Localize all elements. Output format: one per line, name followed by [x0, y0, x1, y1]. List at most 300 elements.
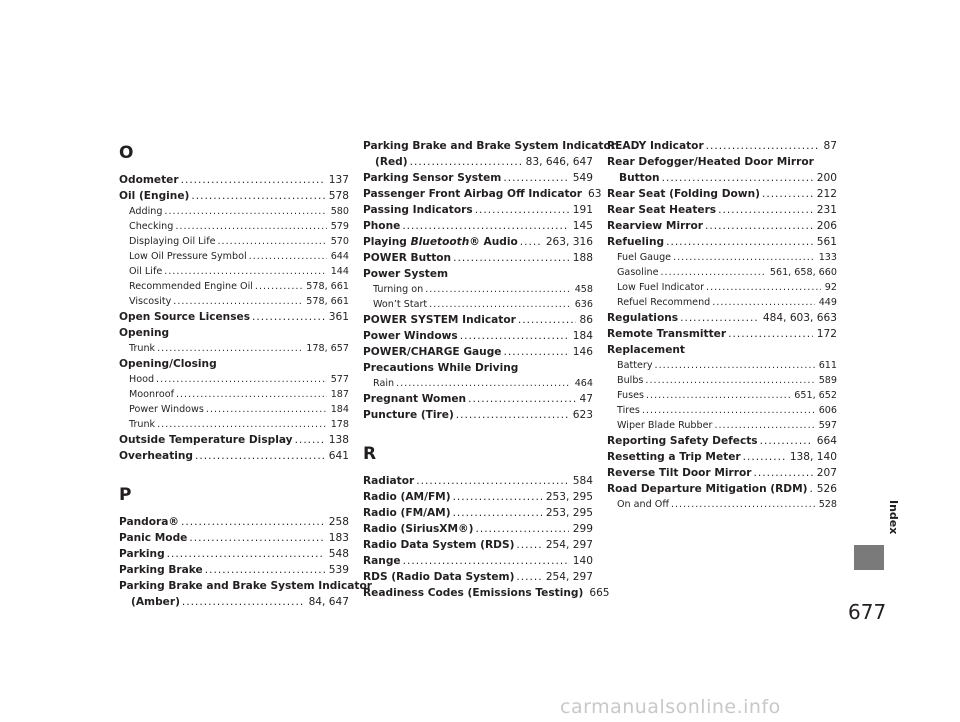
entry-term: Readiness Codes (Emissions Testing) [363, 587, 584, 599]
dot-leader [217, 234, 326, 249]
dot-leader [164, 204, 326, 219]
term-italic: Bluetooth [410, 236, 470, 248]
index-entry-group [119, 546, 349, 562]
entry-term: Parking Brake and Brake System Indicator [363, 140, 616, 152]
dot-leader [164, 264, 326, 279]
page-refs: 137 [328, 174, 349, 186]
page-refs: 570 [330, 236, 349, 247]
entry-term: Radiator [363, 475, 415, 487]
entry-term: Regulations [607, 312, 679, 324]
index-entry [363, 138, 616, 154]
page-refs: 549 [572, 172, 593, 184]
entry-term: Passenger Front Airbag Off Indicator [363, 188, 583, 200]
index-entry-group [607, 481, 837, 512]
page-refs: 133 [818, 252, 837, 263]
index-entry [363, 537, 593, 553]
dot-leader [705, 218, 813, 234]
entry-term: Radio Data System (RDS) [363, 539, 515, 551]
index-entry [119, 325, 349, 341]
index-subentry [617, 295, 837, 310]
page-refs: 84, 647 [308, 596, 349, 608]
entry-term: Precautions While Driving [363, 362, 519, 374]
index-entry-group [363, 521, 593, 537]
subentry-term: Adding [129, 206, 163, 217]
page-refs: 584 [572, 475, 593, 487]
index-entry-group [363, 250, 593, 266]
dot-leader [156, 372, 327, 387]
index-entry [363, 505, 593, 521]
index-list-p1 [119, 514, 372, 610]
subentry-term: Oil Life [129, 266, 163, 277]
index-entry [363, 585, 610, 601]
index-list-o [119, 172, 349, 464]
index-entry [119, 188, 349, 204]
subentry-term: Power Windows [129, 404, 204, 415]
page-refs: 580 [330, 206, 349, 217]
dot-leader [666, 234, 813, 250]
dot-leader [516, 537, 541, 553]
entry-term: Rearview Mirror [607, 220, 704, 232]
dot-leader [176, 387, 327, 402]
index-entry-group [119, 530, 349, 546]
page-refs: 665 [589, 587, 610, 599]
entry-term: Pandora® [119, 516, 179, 528]
page-refs: 254, 297 [545, 539, 593, 551]
index-entry [607, 186, 837, 202]
dot-leader [453, 250, 569, 266]
index-entry [363, 186, 602, 202]
dot-leader [520, 234, 542, 250]
entry-term: Power Windows [363, 330, 458, 342]
index-entry-group [607, 202, 837, 218]
index-tab-label: Index [887, 500, 900, 535]
index-entry-group [607, 433, 837, 449]
index-entry-group [119, 325, 349, 356]
page-refs: 87 [823, 140, 837, 152]
entry-term: Replacement [607, 344, 685, 356]
page-refs: 548 [328, 548, 349, 560]
dot-leader [516, 569, 541, 585]
dot-leader [475, 202, 569, 218]
index-entry [363, 473, 593, 489]
index-entry [607, 433, 837, 449]
index-entry-group [363, 312, 593, 328]
index-entry [607, 202, 837, 218]
dot-leader [403, 553, 569, 569]
dot-leader [762, 186, 813, 202]
dot-leader [718, 202, 813, 218]
subentry-term: Hood [129, 374, 155, 385]
index-entry-group [363, 489, 593, 505]
dot-leader [157, 417, 327, 432]
dot-leader [182, 594, 305, 610]
subentry-wrap [119, 341, 349, 356]
index-entry [607, 154, 837, 170]
index-column-3 [607, 138, 837, 512]
dot-leader [642, 403, 815, 418]
index-entry-group [363, 344, 593, 360]
page-refs: 578 [328, 190, 349, 202]
dot-leader [646, 388, 790, 403]
index-column-2 [363, 138, 616, 601]
index-entry [363, 553, 593, 569]
entry-term: Remote Transmitter [607, 328, 727, 340]
page-refs: 644 [330, 251, 349, 262]
page-refs: 263, 316 [545, 236, 593, 248]
index-entry [607, 465, 837, 481]
dot-leader [460, 328, 569, 344]
page-refs: 579 [330, 221, 349, 232]
subentry-term: Low Fuel Indicator [617, 282, 705, 293]
subentry-term: On and Off [617, 499, 669, 510]
index-entry-group [119, 594, 349, 610]
index-entry [363, 266, 593, 282]
page-refs: 191 [572, 204, 593, 216]
index-entry-group [363, 473, 593, 489]
page-refs: 623 [572, 409, 593, 421]
entry-term: Radio (SiriusXM®) [363, 523, 474, 535]
subentry-term: Refuel Recommend [617, 297, 711, 308]
index-entry-group [363, 170, 593, 186]
page-refs: 464 [574, 378, 593, 389]
index-list-p2 [363, 138, 616, 423]
subentry-term: Gasoline [617, 267, 659, 278]
subentry-term: Turning on [373, 284, 424, 295]
index-entry-group [607, 138, 837, 154]
dot-leader [706, 138, 820, 154]
entry-term: Resetting a Trip Meter [607, 451, 741, 463]
dot-leader [181, 514, 325, 530]
entry-term: Puncture (Tire) [363, 409, 454, 421]
page-refs: 458 [574, 284, 593, 295]
index-list-r1 [363, 473, 610, 601]
subentry-term: Displaying Oil Life [129, 236, 216, 247]
page-refs: 361 [328, 311, 349, 323]
index-entry [363, 360, 593, 376]
dot-leader [157, 341, 302, 356]
page-refs: 597 [818, 420, 837, 431]
index-entry [363, 328, 593, 344]
index-entry-group [607, 218, 837, 234]
index-tab-marker [854, 545, 884, 570]
index-entry [607, 326, 837, 342]
page-refs: 47 [579, 393, 593, 405]
subentry-term: Wiper Blade Rubber [617, 420, 713, 431]
entry-term: RDS (Radio Data System) [363, 571, 515, 583]
index-entry-group [363, 328, 593, 344]
subentry-wrap [363, 297, 593, 312]
page-refs: 561, 658, 660 [769, 267, 837, 278]
index-subentry [129, 402, 349, 417]
index-entry-group [119, 356, 349, 432]
subentry-wrap [607, 265, 837, 280]
subentry-term: Trunk [129, 343, 156, 354]
index-subentry [129, 279, 349, 294]
index-entry [363, 218, 593, 234]
subentry-wrap [363, 376, 593, 391]
index-entry-group [363, 218, 593, 234]
index-subentry [129, 372, 349, 387]
index-entry-group [607, 342, 837, 433]
subentry-wrap [119, 249, 349, 264]
watermark: carmanualsonline.info [560, 696, 781, 718]
dot-leader [743, 449, 786, 465]
dot-leader [753, 465, 812, 481]
subentry-wrap [119, 417, 349, 432]
entry-term: Refueling [607, 236, 665, 248]
subentry-wrap [119, 372, 349, 387]
subentry-term: Trunk [129, 419, 156, 430]
dot-leader [191, 188, 324, 204]
section-letter-o: O [119, 143, 134, 163]
dot-leader [181, 172, 325, 188]
index-entry [363, 344, 593, 360]
entry-term: (Amber) [131, 596, 180, 608]
index-entry-group [607, 154, 837, 170]
dot-leader [809, 481, 812, 497]
entry-term: Overheating [119, 450, 194, 462]
index-entry [363, 250, 593, 266]
index-entry [363, 489, 593, 505]
page-refs: 207 [816, 467, 837, 479]
index-entry-group [607, 310, 837, 326]
index-list-r2 [607, 138, 837, 512]
subentry-term: Fuses [617, 390, 644, 401]
page-refs: 484, 603, 663 [762, 312, 837, 324]
entry-term: Parking [119, 548, 165, 560]
subentry-term: Recommended Engine Oil [129, 281, 253, 292]
dot-leader [173, 294, 302, 309]
index-entry-group [119, 172, 349, 188]
entry-term: Radio (AM/FM) [363, 491, 451, 503]
index-entry-group [363, 138, 616, 154]
page-refs: 83, 646, 647 [525, 156, 593, 168]
dot-leader [680, 310, 759, 326]
entry-term: Odometer [119, 174, 179, 186]
dot-leader [760, 433, 813, 449]
subentry-term: Fuel Gauge [617, 252, 672, 263]
index-entry [607, 138, 837, 154]
dot-leader [475, 521, 568, 537]
entry-term: POWER SYSTEM Indicator [363, 314, 516, 326]
dot-leader [518, 312, 576, 328]
page-refs: 212 [816, 188, 837, 200]
subentry-wrap [607, 250, 837, 265]
entry-term: Rear Seat Heaters [607, 204, 717, 216]
index-entry [363, 312, 593, 328]
page-refs: 526 [816, 483, 837, 495]
subentry-wrap [607, 295, 837, 310]
subentry-wrap [607, 418, 837, 433]
entry-term: Reporting Safety Defects [607, 435, 758, 447]
entry-term: (Red) [375, 156, 408, 168]
page-refs: 664 [816, 435, 837, 447]
index-entry [119, 356, 349, 372]
page-refs: 63 [588, 188, 602, 200]
subentry-wrap [119, 294, 349, 309]
index-subentry [129, 417, 349, 432]
page-refs: 183 [328, 532, 349, 544]
subentry-wrap [119, 264, 349, 279]
page-refs: 651, 652 [794, 390, 837, 401]
page-refs: 144 [330, 266, 349, 277]
page-refs: 539 [328, 564, 349, 576]
index-entry-group [607, 234, 837, 310]
dot-leader [429, 297, 571, 312]
index-subentry [617, 403, 837, 418]
subentry-term: Rain [373, 378, 395, 389]
entry-term: Parking Brake and Brake System Indicator [119, 580, 372, 592]
page-number: 677 [848, 600, 887, 624]
page-refs: 140 [572, 555, 593, 567]
subentry-wrap [363, 282, 593, 297]
page-refs: 184 [572, 330, 593, 342]
index-entry [607, 170, 837, 186]
page-refs: 231 [816, 204, 837, 216]
index-entry [119, 594, 349, 610]
index-entry [119, 309, 349, 325]
section-letter-r: R [363, 444, 377, 464]
index-subentry [373, 297, 593, 312]
index-entry [607, 481, 837, 497]
subentry-term: Tires [617, 405, 640, 416]
page-refs: 636 [574, 299, 593, 310]
page-refs: 299 [572, 523, 593, 535]
dot-leader [673, 250, 815, 265]
index-entry-group [363, 202, 593, 218]
subentry-term: Won’t Start [373, 299, 428, 310]
index-subentry [373, 376, 593, 391]
subentry-wrap [607, 403, 837, 418]
index-entry-group [607, 170, 837, 186]
index-entry-group [119, 188, 349, 309]
page-refs: 578, 661 [306, 281, 349, 292]
dot-leader [425, 282, 571, 297]
subentry-wrap [119, 219, 349, 234]
entry-term: Road Departure Mitigation (RDM) [607, 483, 808, 495]
subentry-wrap [119, 402, 349, 417]
entry-term: POWER Button [363, 252, 452, 264]
subentry-wrap [607, 373, 837, 388]
index-subentry [373, 282, 593, 297]
subentry-wrap [119, 234, 349, 249]
dot-leader [453, 489, 542, 505]
entry-term: Button [619, 172, 660, 184]
page-refs: 449 [818, 297, 837, 308]
index-subentry [129, 234, 349, 249]
index-entry [119, 448, 349, 464]
dot-leader [456, 407, 569, 423]
index-entry [607, 449, 837, 465]
index-entry [119, 546, 349, 562]
page-refs: 138, 140 [789, 451, 837, 463]
page-refs: 172 [816, 328, 837, 340]
index-entry [363, 569, 593, 585]
dot-leader [295, 432, 325, 448]
entry-term: POWER/CHARGE Gauge [363, 346, 502, 358]
page-refs: 577 [330, 374, 349, 385]
index-entry-group [363, 266, 593, 312]
entry-term: Radio (FM/AM) [363, 507, 451, 519]
dot-leader [189, 530, 324, 546]
dot-leader [712, 295, 814, 310]
subentry-term: Moonroof [129, 389, 174, 400]
dot-leader [255, 279, 302, 294]
index-entry-group [607, 326, 837, 342]
dot-leader [468, 391, 575, 407]
index-subentry [129, 341, 349, 356]
index-entry-group [363, 234, 593, 250]
dot-leader [205, 562, 325, 578]
page-refs: 589 [818, 375, 837, 386]
dot-leader [410, 154, 522, 170]
page-refs: 254, 297 [545, 571, 593, 583]
entry-term: Open Source Licenses [119, 311, 251, 323]
index-entry [119, 530, 349, 546]
entry-term: Oil (Engine) [119, 190, 190, 202]
page-refs: 253, 295 [545, 491, 593, 503]
page-refs: 200 [816, 172, 837, 184]
index-entry-group [363, 553, 593, 569]
index-entry [363, 521, 593, 537]
page-refs: 561 [816, 236, 837, 248]
index-entry-group [363, 569, 593, 585]
subentry-wrap [119, 204, 349, 219]
dot-leader [671, 497, 815, 512]
entry-term: Pregnant Women [363, 393, 467, 405]
index-subentry [617, 497, 837, 512]
section-letter-p: P [119, 485, 132, 505]
index-entry-group [607, 449, 837, 465]
term-prefix: Playing [363, 236, 411, 248]
index-subentry [129, 387, 349, 402]
page-refs: 641 [328, 450, 349, 462]
subentry-term: Bulbs [617, 375, 644, 386]
subentry-wrap [607, 358, 837, 373]
dot-leader [728, 326, 813, 342]
dot-leader [195, 448, 325, 464]
entry-term: Parking Sensor System [363, 172, 502, 184]
entry-term: Phone [363, 220, 401, 232]
page-refs: 578, 661 [306, 296, 349, 307]
dot-leader [396, 376, 571, 391]
dot-leader [167, 546, 325, 562]
entry-term: Outside Temperature Display [119, 434, 293, 446]
subentry-wrap [119, 279, 349, 294]
index-subentry [129, 204, 349, 219]
subentry-term: Viscosity [129, 296, 172, 307]
dot-leader [206, 402, 327, 417]
index-subentry [129, 294, 349, 309]
index-subentry [617, 265, 837, 280]
index-entry-group [363, 360, 593, 391]
index-subentry [129, 249, 349, 264]
dot-leader [655, 358, 815, 373]
index-subentry [617, 250, 837, 265]
entry-term: Panic Mode [119, 532, 188, 544]
subentry-wrap [607, 388, 837, 403]
index-subentry [129, 219, 349, 234]
dot-leader [706, 280, 821, 295]
page-refs: 606 [818, 405, 837, 416]
index-entry [119, 578, 372, 594]
index-column-1 [119, 138, 372, 610]
page-refs: 86 [579, 314, 593, 326]
index-entry-group [119, 448, 349, 464]
index-entry-group [363, 407, 593, 423]
index-entry [607, 234, 837, 250]
dot-leader [662, 170, 813, 186]
